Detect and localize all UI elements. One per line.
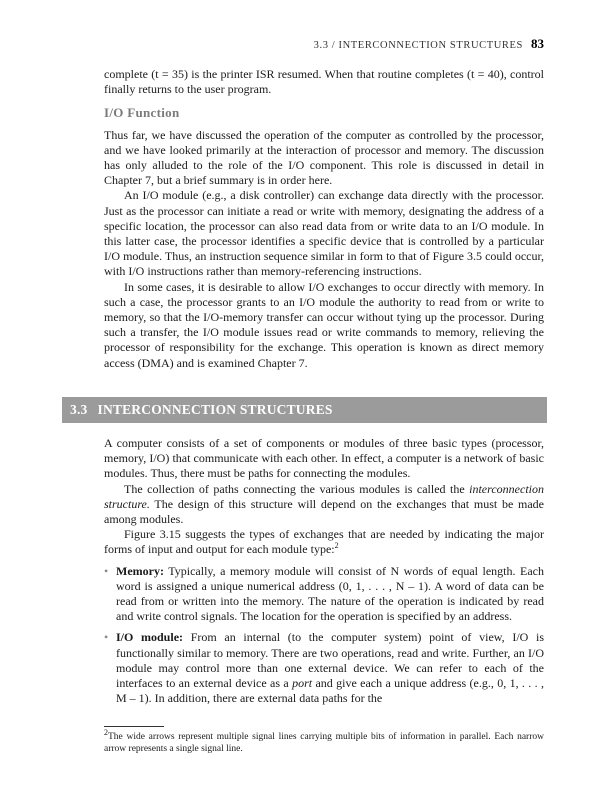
upper-body xyxy=(104,67,544,371)
para2-text-a: The collection of paths connecting the various modules is called the xyxy=(124,481,470,496)
footnote-rule xyxy=(104,726,164,727)
section-heading-bar xyxy=(62,397,547,423)
page-number: 83 xyxy=(531,36,544,51)
book-page xyxy=(70,0,545,800)
para2-text-b: The design of this structure will depend on the exchanges that must be made among modules. xyxy=(104,496,544,527)
io-paragraph-1: Thus far, we have discussed the operation of the computer as controlled by the processor, and we have looked primarily at the interaction of processor and memory. The discussion has only alluded to the role of the I/O component. This role is discussed in detail in Chapter 7, but a brief summary is in order here. xyxy=(104,127,544,188)
section-body xyxy=(104,436,544,706)
footnote-mark: 2 xyxy=(104,727,108,737)
bullet-memory xyxy=(104,564,544,625)
section-title: INTERCONNECTION STRUCTURES xyxy=(97,402,333,417)
section-paragraph-3 xyxy=(104,527,544,557)
bullet-memory-text: Typically, a memory module will consist of N words of equal length. Each word is assigned a unique numerical address (0, 1, . . . , N – 1). A word of data can be read from or written into the memory. The nature of the operation is indicated by read and write control signals. The location for the operation is specified by an address. xyxy=(116,563,544,624)
port-term: port xyxy=(292,676,313,691)
para3-text: Figure 3.15 suggests the types of exchanges that are needed by indicating the major forms of input and output for each module type: xyxy=(104,527,544,557)
section-paragraph-2 xyxy=(104,482,544,528)
interconnection-structure-term: interconnection structure. xyxy=(104,481,544,511)
section-paragraph-1: A computer consists of a set of components or modules of three basic types (processor, memory, I/O) that communicate with each other. In effect, a computer is a network of basic modules. Thus, there must be paths for connecting the modules. xyxy=(104,436,544,481)
intro-paragraph: complete (t = 35) is the printer ISR resumed. When that routine completes (t = 40), control finally returns to the user program. xyxy=(104,67,544,97)
io-paragraph-3: In some cases, it is desirable to allow I/O exchanges to occur directly with memory. In such a case, the processor grants to an I/O module the authority to read from or write to memory, so that the I/O-memory transfer can occur without tying up the processor. During such a transfer, the I/O module issues read or write commands to memory, relieving the processor of responsibility for the exchange. This operation is known as direct memory access (DMA) and is examined Chapter 7. xyxy=(104,279,544,370)
bullet-io-label: I/O module: xyxy=(116,630,184,645)
footnote-text: The wide arrows represent multiple signal lines carrying multiple bits of information in parallel. Each narrow arrow represents a single signal line. xyxy=(104,732,544,754)
running-title: 3.3 / INTERCONNECTION STRUCTURES xyxy=(313,40,523,51)
footnote xyxy=(104,727,544,755)
bullet-io-module xyxy=(104,630,544,706)
section-number: 3.3 xyxy=(70,402,88,417)
bullet-dot-icon: • xyxy=(104,563,109,578)
bullet-io-text-a: From an internal (to the computer system) point of view, I/O is functionally similar to memory. There are two operations, read and write. Further, an I/O module may control more than one external device. We can refer to each of the interfaces to an external device as a xyxy=(116,630,545,691)
footnote-ref: 2 xyxy=(334,541,339,551)
bullet-io-text-b: and give each a unique address (e.g., 0, 1, . . . , M – 1). In addition, there are external data paths for the xyxy=(116,676,544,706)
running-head xyxy=(314,36,544,52)
bullet-memory-label: Memory: xyxy=(116,563,164,578)
io-function-heading: I/O Function xyxy=(104,105,180,121)
io-paragraph-2: An I/O module (e.g., a disk controller) can exchange data directly with the processor. Just as the processor can initiate a read or write with memory, designating the address of a specific location, the processor can also read data from or write data to an I/O module. In this latter case, the processor identifies a specific device that is controlled by a particular I/O module. Thus, an instruction sequence similar in form to that of Figure 3.5 could occur, with I/O instructions rather than memory-referencing instructions. xyxy=(104,188,544,279)
bullet-dot-icon: • xyxy=(104,630,109,645)
